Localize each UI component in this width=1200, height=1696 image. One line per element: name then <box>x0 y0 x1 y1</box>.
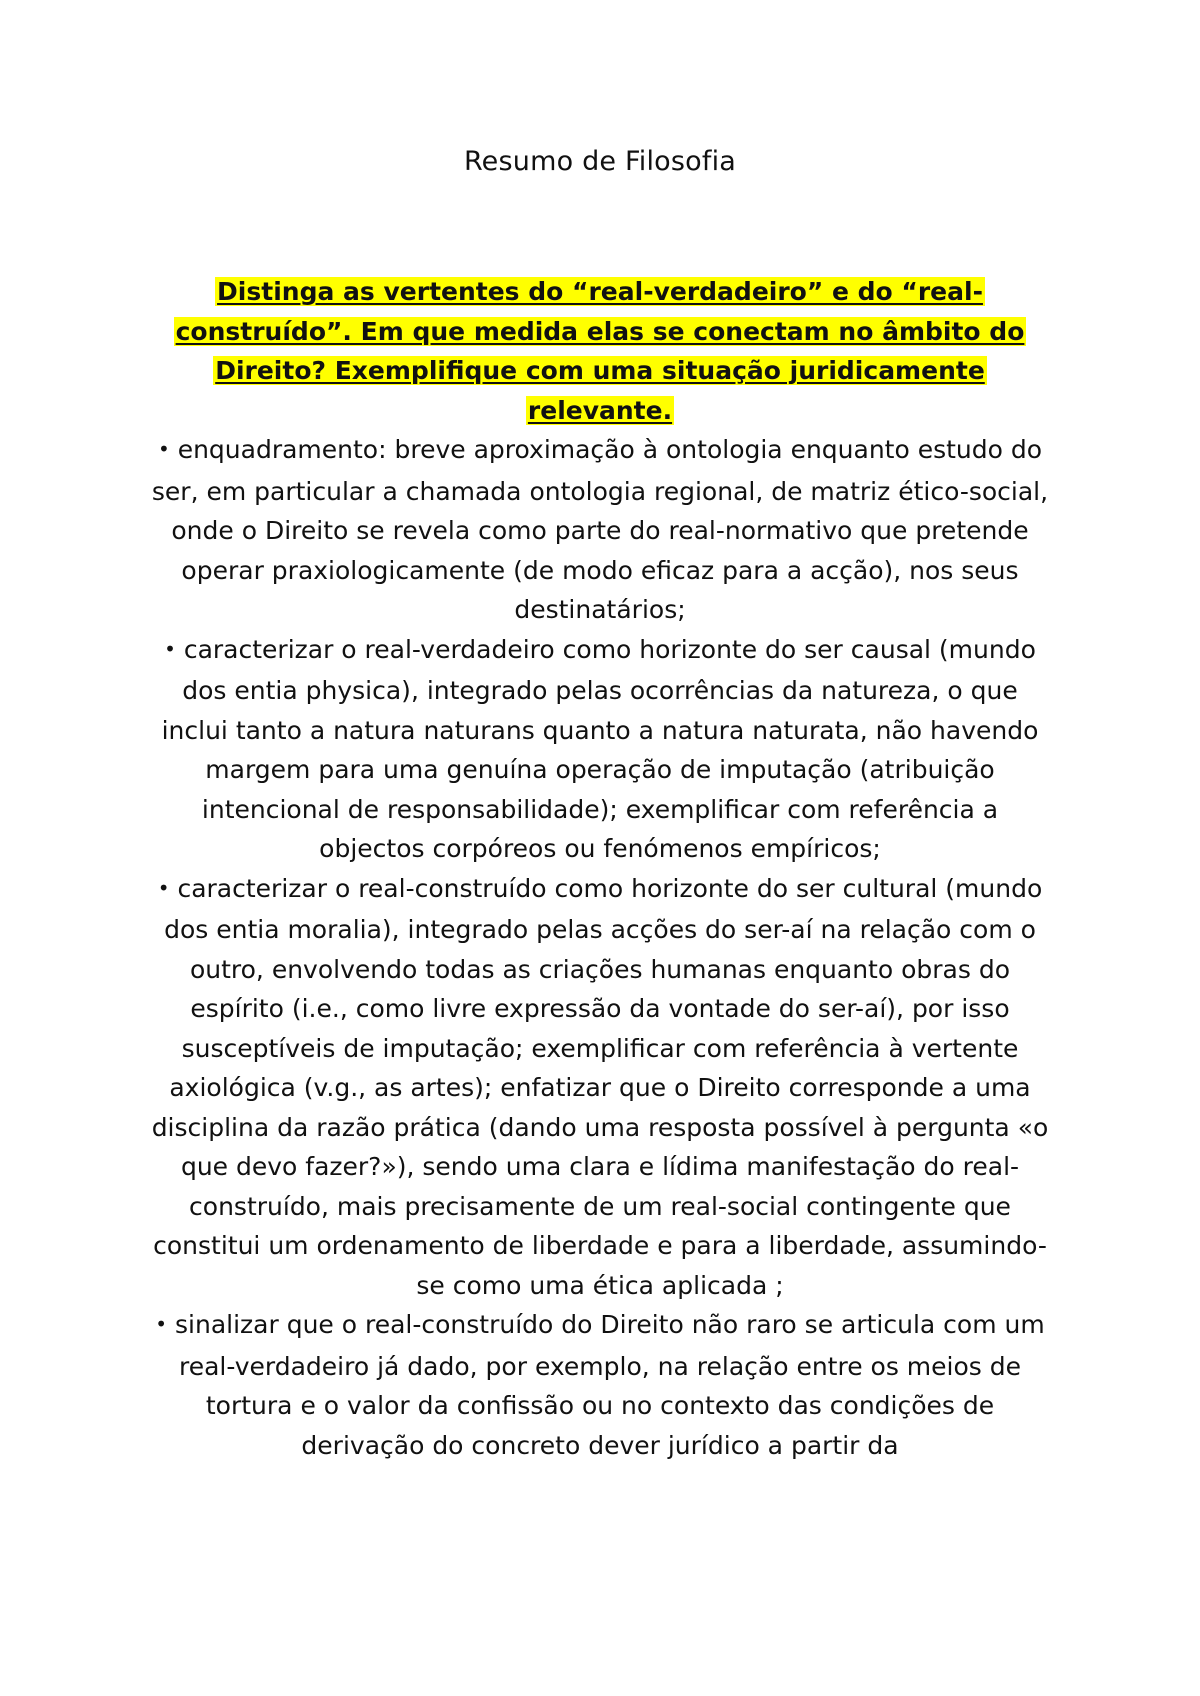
bullet-dot-icon: • <box>157 875 170 900</box>
bullet-dot-icon: • <box>157 437 170 461</box>
bullet-paragraph-2 <box>150 630 1050 869</box>
document-title: Resumo de Filosofia <box>463 146 737 177</box>
bullet-dot-icon: • <box>155 1312 168 1336</box>
question-highlight: Distinga as vertentes do “real-verdadeiro” e do “real-construído”. Em que medida elas se conectam no âmbito do Direito? Exemplifique com uma situação juridicamente relevante. <box>175 277 1025 425</box>
bullet-paragraph-1 <box>150 430 1050 630</box>
bullet-text-1: enquadramento: breve aproximação à ontologia enquanto estudo do ser, em particular a chamada ontologia regional, de matriz ético-social, onde o Direito se revela como parte do real-normativo que pretende operar praxiologicamente (de modo eficaz para a acção), nos seus destinatários; <box>151 435 1049 624</box>
bullet-paragraph-3 <box>150 869 1050 1306</box>
exam-question <box>150 272 1050 430</box>
bullet-text-2: caracterizar o real-verdadeiro como horizonte do ser causal (mundo dos entia physica), integrado pelas ocorrências da natureza, o que inclui tanto a natura naturans quanto a natura naturata, não havendo margem para uma genuína operação de imputação (atribuição intencional de responsabilidade); exemplificar com referência a objectos corpóreos ou fenómenos empíricos; <box>161 634 1039 863</box>
bullet-dot-icon: • <box>164 636 176 661</box>
bullet-paragraph-4 <box>150 1305 1050 1465</box>
bullet-text-3: caracterizar o real-construído como horizonte do ser cultural (mundo dos entia moralia), integrado pelas acções do ser-aí na relação com o outro, envolvendo todas as criações humanas enquanto obras do espírito (i.e., como livre expressão da vontade do ser-aí), por isso susceptíveis de imputação; exemplificar com referência à vertente axiológica (v.g., as artes); enfatizar que o Direito corresponde a uma disciplina da razão prática (dando uma resposta possível à pergunta «o que devo fazer?»), sendo uma clara e lídima manifestação do real-construído, mais precisamente de um real-social contingente que constitui um ordenamento de liberdade e para a liberdade, assumindo-se como uma ética aplicada ; <box>151 873 1049 1300</box>
bullet-text-4: sinalizar que o real-construído do Direito não raro se articula com um real-verdadeiro já dado, por exemplo, na relação entre os meios de tortura e o valor da confissão ou no contexto das condições de derivação do concreto dever jurídico a partir da <box>175 1310 1045 1460</box>
document-body <box>150 272 1050 1465</box>
